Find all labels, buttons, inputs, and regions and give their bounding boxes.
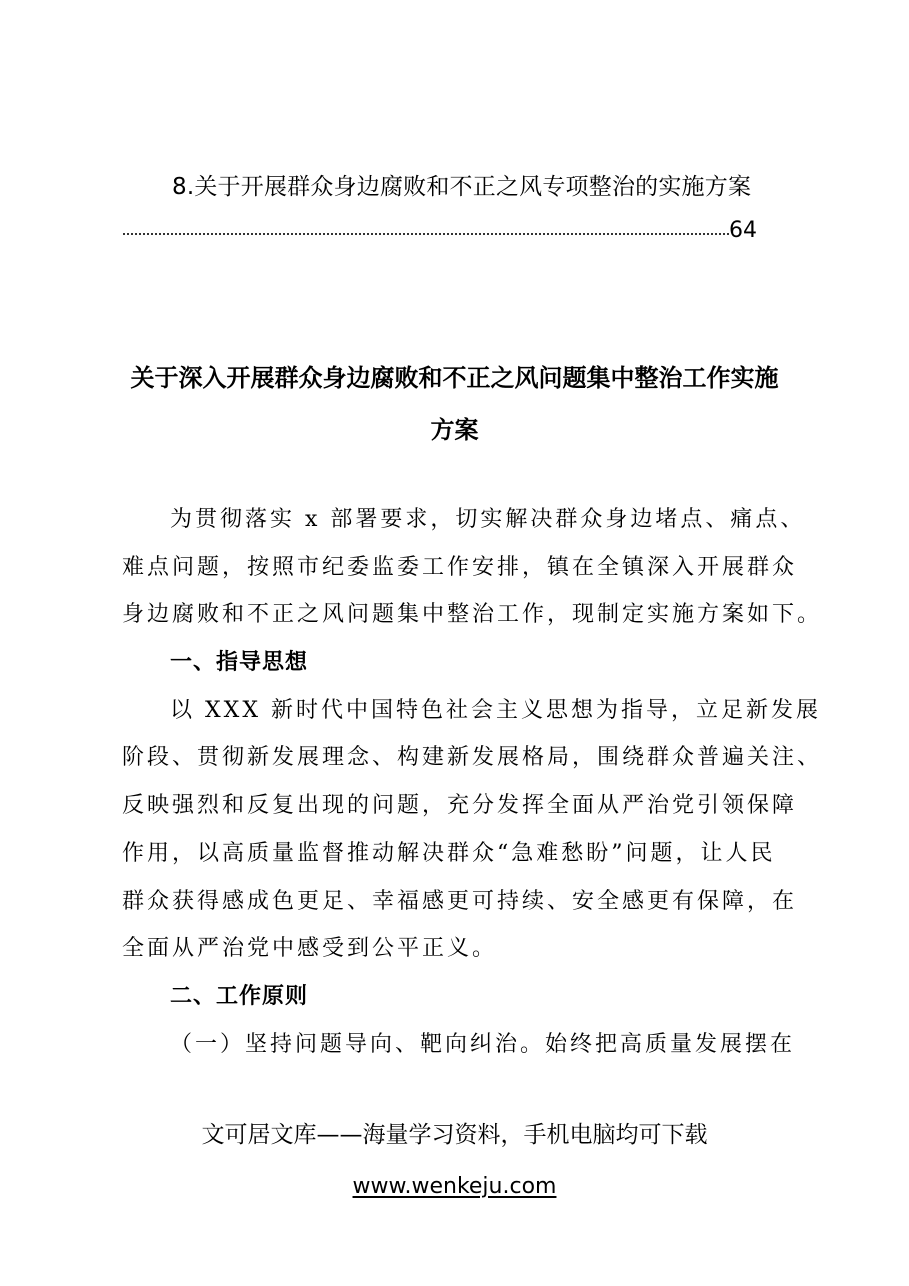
body-line: 全面从严治党中感受到公平正义。 <box>122 936 498 962</box>
toc-dot-leader <box>122 232 729 236</box>
body-line: （一）坚持问题导向、靶向纠治。始终把高质量发展摆在 <box>170 1031 796 1057</box>
body-line: 身边腐败和不正之风问题集中整治工作，现制定实施方案如下。 <box>122 602 823 628</box>
document-title <box>100 352 809 456</box>
toc-entry-leader <box>122 210 757 244</box>
body-line: 以 XXX 新时代中国特色社会主义思想为指导，立足新发展 <box>170 697 821 723</box>
body-line: 为贯彻落实 x 部署要求，切实解决群众身边堵点、痛点、 <box>170 507 806 532</box>
body-line: 作用，以高质量监督推动解决群众“急难愁盼”问题，让人民 <box>122 840 776 866</box>
section-heading-guiding-ideology: 一、指导思想 <box>170 650 309 676</box>
footer-url-link[interactable]: www.wenkeju.com <box>352 1174 557 1199</box>
footer-slogan: 文可居文库——海量学习资料，手机电脑均可下载 <box>201 1122 708 1148</box>
footer-url <box>0 1174 909 1199</box>
document-body <box>122 496 823 1068</box>
toc-page-number: 64 <box>729 218 757 243</box>
body-line: 阶段、贯彻新发展理念、构建新发展格局，围绕群众普遍关注、 <box>122 745 823 771</box>
document-title-line-2: 方案 <box>430 415 479 444</box>
section-heading-work-principles: 二、工作原则 <box>170 983 309 1009</box>
body-line: 群众获得感成色更足、幸福感更可持续、安全感更有保障，在 <box>122 888 798 914</box>
document-title-line-1: 关于深入开展群众身边腐败和不正之风问题集中整治工作实施 <box>130 363 779 392</box>
body-line: 反映强烈和反复出现的问题，充分发挥全面从严治党引领保障 <box>122 793 798 819</box>
toc-entry-title: 8.关于开展群众身边腐败和不正之风专项整治的实施方案 <box>172 174 752 200</box>
body-line: 难点问题，按照市纪委监委工作安排，镇在全镇深入开展群众 <box>122 554 798 580</box>
